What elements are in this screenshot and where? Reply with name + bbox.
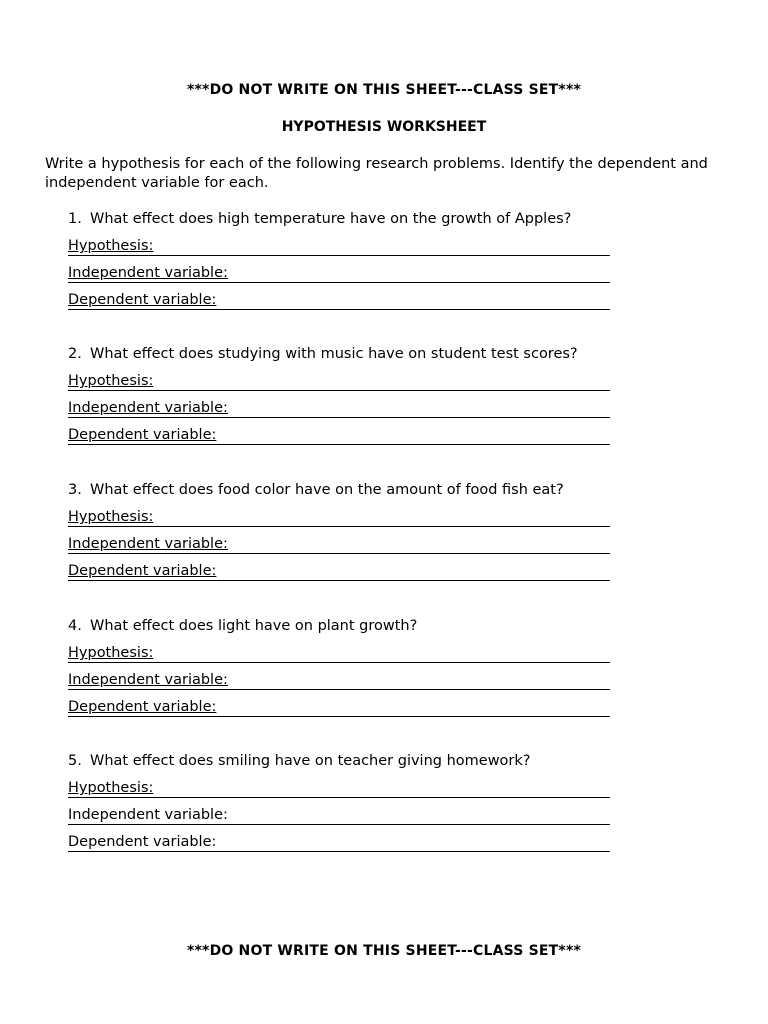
question-number: 4. bbox=[68, 618, 82, 634]
footer-banner: ***DO NOT WRITE ON THIS SHEET---CLASS SET*** bbox=[187, 943, 581, 959]
independent-variable-label: Independent variable: bbox=[68, 807, 228, 823]
header-banner: ***DO NOT WRITE ON THIS SHEET---CLASS SET*** bbox=[187, 82, 581, 98]
dependent-variable-label: Dependent variable: bbox=[68, 292, 217, 308]
question-block-1 bbox=[68, 210, 610, 318]
hypothesis-label: Hypothesis: bbox=[68, 509, 154, 525]
answer-rule bbox=[68, 444, 610, 445]
hypothesis-line[interactable] bbox=[68, 237, 610, 264]
question-block-3 bbox=[68, 481, 610, 589]
question-number: 5. bbox=[68, 753, 82, 769]
dependent-variable-line[interactable] bbox=[68, 833, 610, 860]
answer-rule bbox=[68, 417, 610, 418]
hypothesis-line[interactable] bbox=[68, 644, 610, 671]
hypothesis-line[interactable] bbox=[68, 508, 610, 535]
question-5 bbox=[68, 752, 610, 779]
answer-rule bbox=[68, 580, 610, 581]
hypothesis-label: Hypothesis: bbox=[68, 373, 154, 389]
question-3 bbox=[68, 481, 610, 508]
answer-rule bbox=[68, 553, 610, 554]
instructions-paragraph: Write a hypothesis for each of the following research problems. Identify the dependent and independent variable for each. bbox=[45, 156, 708, 191]
hypothesis-label: Hypothesis: bbox=[68, 780, 154, 796]
independent-variable-label: Independent variable: bbox=[68, 672, 228, 688]
question-number: 1. bbox=[68, 211, 82, 227]
answer-rule bbox=[68, 282, 610, 283]
dependent-variable-label: Dependent variable: bbox=[68, 427, 217, 443]
question-4 bbox=[68, 617, 610, 644]
answer-rule bbox=[68, 716, 610, 717]
answer-rule bbox=[68, 797, 610, 798]
question-2 bbox=[68, 345, 610, 372]
worksheet-title: HYPOTHESIS WORKSHEET bbox=[281, 119, 487, 135]
independent-variable-label: Independent variable: bbox=[68, 400, 228, 416]
independent-variable-line[interactable] bbox=[68, 535, 610, 562]
independent-variable-label: Independent variable: bbox=[68, 265, 228, 281]
answer-rule bbox=[68, 255, 610, 256]
hypothesis-label: Hypothesis: bbox=[68, 645, 154, 661]
question-text: What effect does smiling have on teacher giving homework? bbox=[90, 753, 531, 769]
independent-variable-line[interactable] bbox=[68, 806, 610, 833]
dependent-variable-label: Dependent variable: bbox=[68, 699, 217, 715]
question-number: 3. bbox=[68, 482, 82, 498]
question-block-2 bbox=[68, 345, 610, 453]
hypothesis-label: Hypothesis: bbox=[68, 238, 154, 254]
dependent-variable-label: Dependent variable: bbox=[68, 563, 217, 579]
independent-variable-label: Independent variable: bbox=[68, 536, 228, 552]
hypothesis-line[interactable] bbox=[68, 372, 610, 399]
dependent-variable-line[interactable] bbox=[68, 698, 610, 725]
dependent-variable-label: Dependent variable: bbox=[68, 834, 217, 850]
answer-rule bbox=[68, 309, 610, 310]
question-number: 2. bbox=[68, 346, 82, 362]
question-1 bbox=[68, 210, 610, 237]
independent-variable-line[interactable] bbox=[68, 671, 610, 698]
question-text: What effect does high temperature have on the growth of Apples? bbox=[90, 211, 572, 227]
dependent-variable-line[interactable] bbox=[68, 562, 610, 589]
question-text: What effect does studying with music have on student test scores? bbox=[90, 346, 578, 362]
answer-rule bbox=[68, 390, 610, 391]
hypothesis-line[interactable] bbox=[68, 779, 610, 806]
answer-rule bbox=[68, 526, 610, 527]
question-block-5 bbox=[68, 752, 610, 860]
answer-rule bbox=[68, 851, 610, 852]
dependent-variable-line[interactable] bbox=[68, 291, 610, 318]
answer-rule bbox=[68, 824, 610, 825]
question-text: What effect does light have on plant growth? bbox=[90, 618, 418, 634]
question-block-4 bbox=[68, 617, 610, 725]
dependent-variable-line[interactable] bbox=[68, 426, 610, 453]
independent-variable-line[interactable] bbox=[68, 399, 610, 426]
answer-rule bbox=[68, 689, 610, 690]
independent-variable-line[interactable] bbox=[68, 264, 610, 291]
answer-rule bbox=[68, 662, 610, 663]
question-text: What effect does food color have on the amount of food fish eat? bbox=[90, 482, 564, 498]
